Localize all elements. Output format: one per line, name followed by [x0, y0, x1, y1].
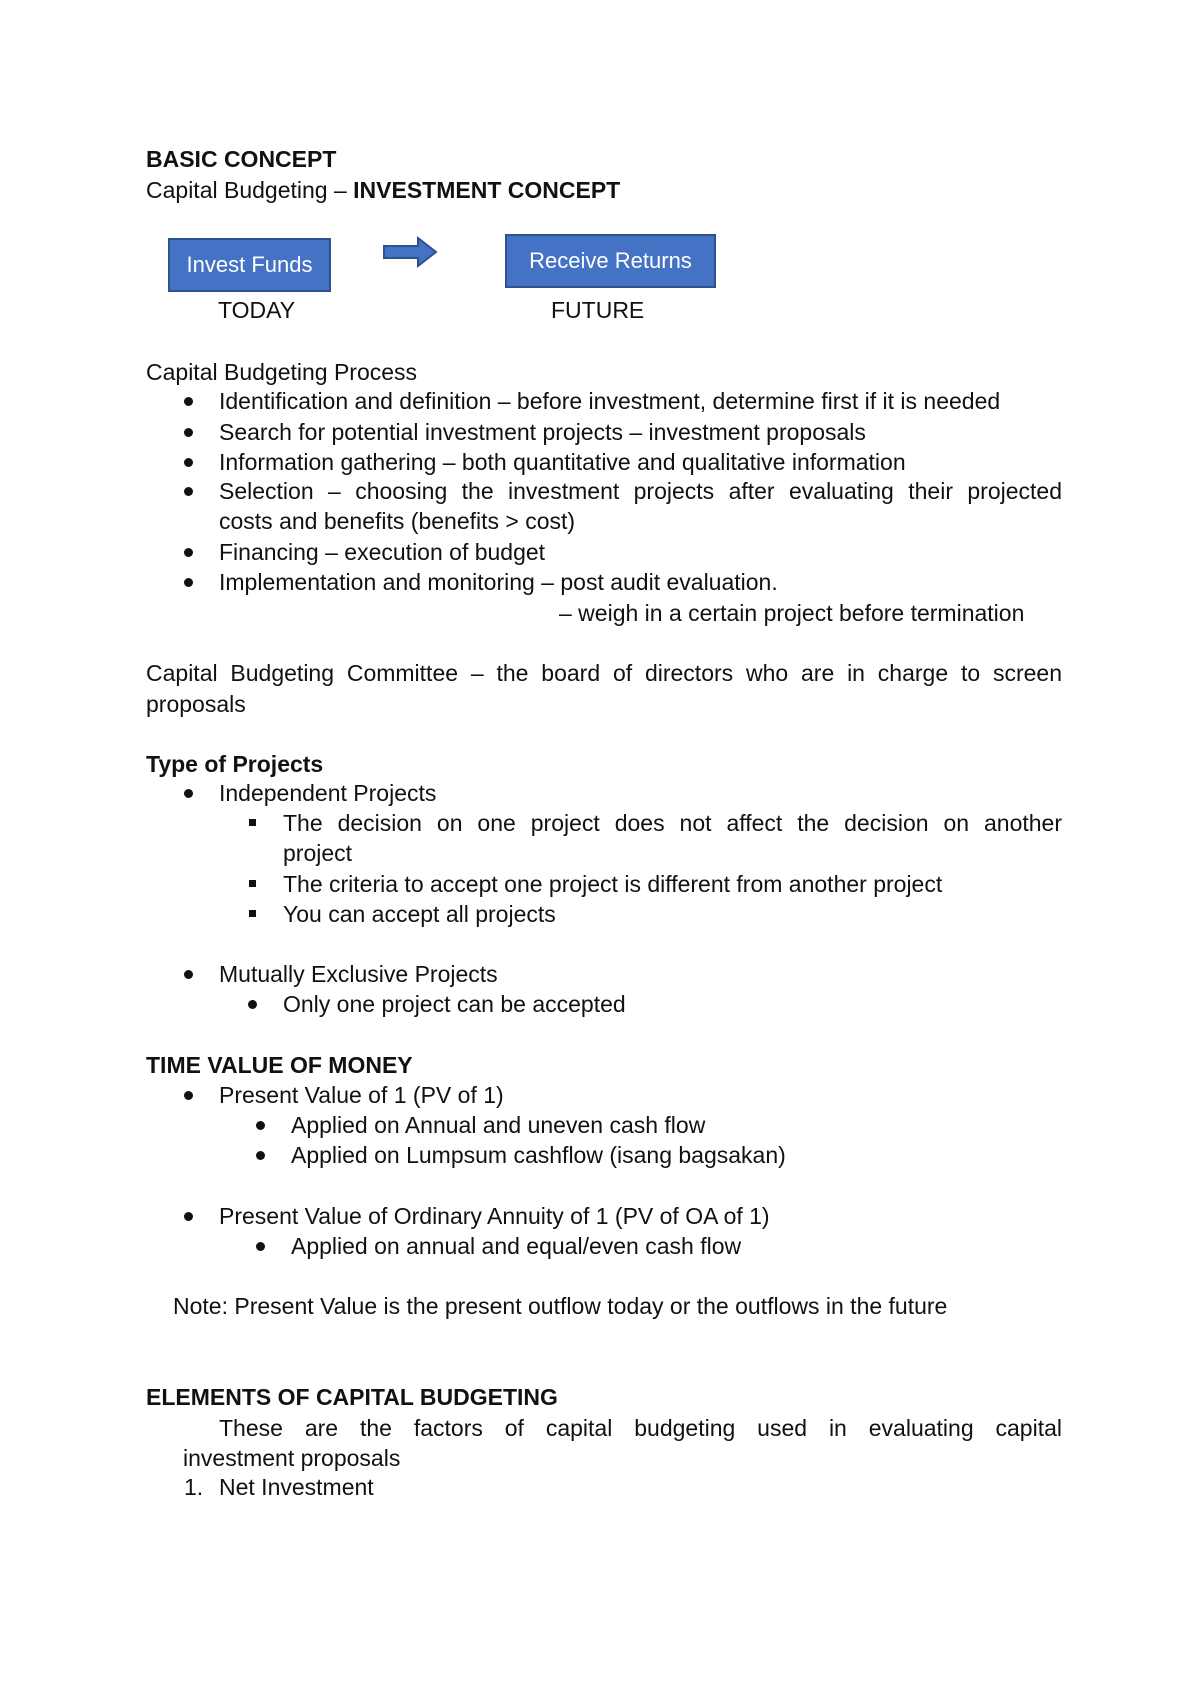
- caption-future: FUTURE: [551, 297, 645, 323]
- right-arrow-icon: [382, 235, 440, 269]
- bullet-icon: [184, 789, 193, 798]
- process-item-implementation: Implementation and monitoring – post audit evaluation.: [219, 569, 778, 595]
- bullet-icon: [184, 397, 193, 406]
- elements-intro-cont: investment proposals: [183, 1445, 401, 1471]
- pv-note: Note: Present Value is the present outflow today or the outflows in the future: [173, 1293, 948, 1319]
- list-item-net-investment: Net Investment: [219, 1474, 374, 1500]
- pv1-point-1: Applied on Annual and uneven cash flow: [291, 1112, 706, 1138]
- process-item-search: Search for potential investment projects – investment proposals: [219, 419, 866, 445]
- invest-funds-box: Invest Funds: [168, 238, 331, 292]
- elements-intro: These are the factors of capital budgeting used in evaluating capital: [219, 1415, 1062, 1441]
- bullet-icon: [184, 487, 193, 496]
- process-item-selection: Selection – choosing the investment projects after evaluating their projected: [219, 478, 1062, 504]
- caption-today: TODAY: [218, 297, 296, 323]
- receive-returns-box: Receive Returns: [505, 234, 716, 288]
- pv1-point-2: Applied on Lumpsum cashflow (isang bagsakan): [291, 1142, 786, 1168]
- bullet-icon: [256, 1121, 265, 1130]
- process-item-identification: Identification and definition – before investment, determine first if it is needed: [219, 388, 1001, 414]
- process-item-information: Information gathering – both quantitative and qualitative information: [219, 449, 906, 475]
- process-item-financing: Financing – execution of budget: [219, 539, 546, 565]
- subtitle-investment-concept: [146, 175, 620, 205]
- square-bullet-icon: [249, 819, 256, 826]
- bullet-icon: [256, 1151, 265, 1160]
- list-number: 1.: [184, 1474, 204, 1500]
- heading-elements-of-capital-budgeting: ELEMENTS OF CAPITAL BUDGETING: [146, 1384, 558, 1410]
- bullet-icon: [184, 970, 193, 979]
- heading-basic-concept: BASIC CONCEPT: [146, 146, 337, 172]
- heading-time-value-of-money: TIME VALUE OF MONEY: [146, 1052, 413, 1078]
- independent-point-1-cont: project: [283, 840, 353, 866]
- bullet-icon: [184, 428, 193, 437]
- bullet-icon: [184, 548, 193, 557]
- independent-point-2: The criteria to accept one project is different from another project: [283, 871, 943, 897]
- square-bullet-icon: [249, 910, 256, 917]
- heading-type-of-projects: Type of Projects: [146, 751, 324, 777]
- bullet-icon: [184, 1212, 193, 1221]
- bullet-icon: [184, 1091, 193, 1100]
- pvoa-point-1: Applied on annual and equal/even cash flow: [291, 1233, 742, 1259]
- bullet-icon: [248, 1000, 257, 1009]
- subtitle-prefix: Capital Budgeting –: [146, 177, 354, 203]
- process-item-implementation-cont: – weigh in a certain project before termination: [559, 600, 1025, 626]
- pv-of-1: Present Value of 1 (PV of 1): [219, 1082, 504, 1108]
- committee-text: Capital Budgeting Committee – the board of directors who are in charge to screen: [146, 660, 1062, 686]
- subtitle-bold: INVESTMENT CONCEPT: [353, 177, 621, 203]
- process-title: Capital Budgeting Process: [146, 359, 418, 385]
- process-item-selection-cont: costs and benefits (benefits > cost): [219, 508, 576, 534]
- bullet-icon: [184, 458, 193, 467]
- independent-projects: Independent Projects: [219, 780, 437, 806]
- pv-of-oa-of-1: Present Value of Ordinary Annuity of 1 (PV of OA of 1): [219, 1203, 770, 1229]
- mutually-point-1: Only one project can be accepted: [283, 991, 626, 1017]
- mutually-exclusive-projects: Mutually Exclusive Projects: [219, 961, 498, 987]
- bullet-icon: [256, 1242, 265, 1251]
- square-bullet-icon: [249, 880, 256, 887]
- independent-point-1: The decision on one project does not affect the decision on another: [283, 810, 1062, 836]
- independent-point-3: You can accept all projects: [283, 901, 556, 927]
- bullet-icon: [184, 578, 193, 587]
- committee-text-cont: proposals: [146, 691, 246, 717]
